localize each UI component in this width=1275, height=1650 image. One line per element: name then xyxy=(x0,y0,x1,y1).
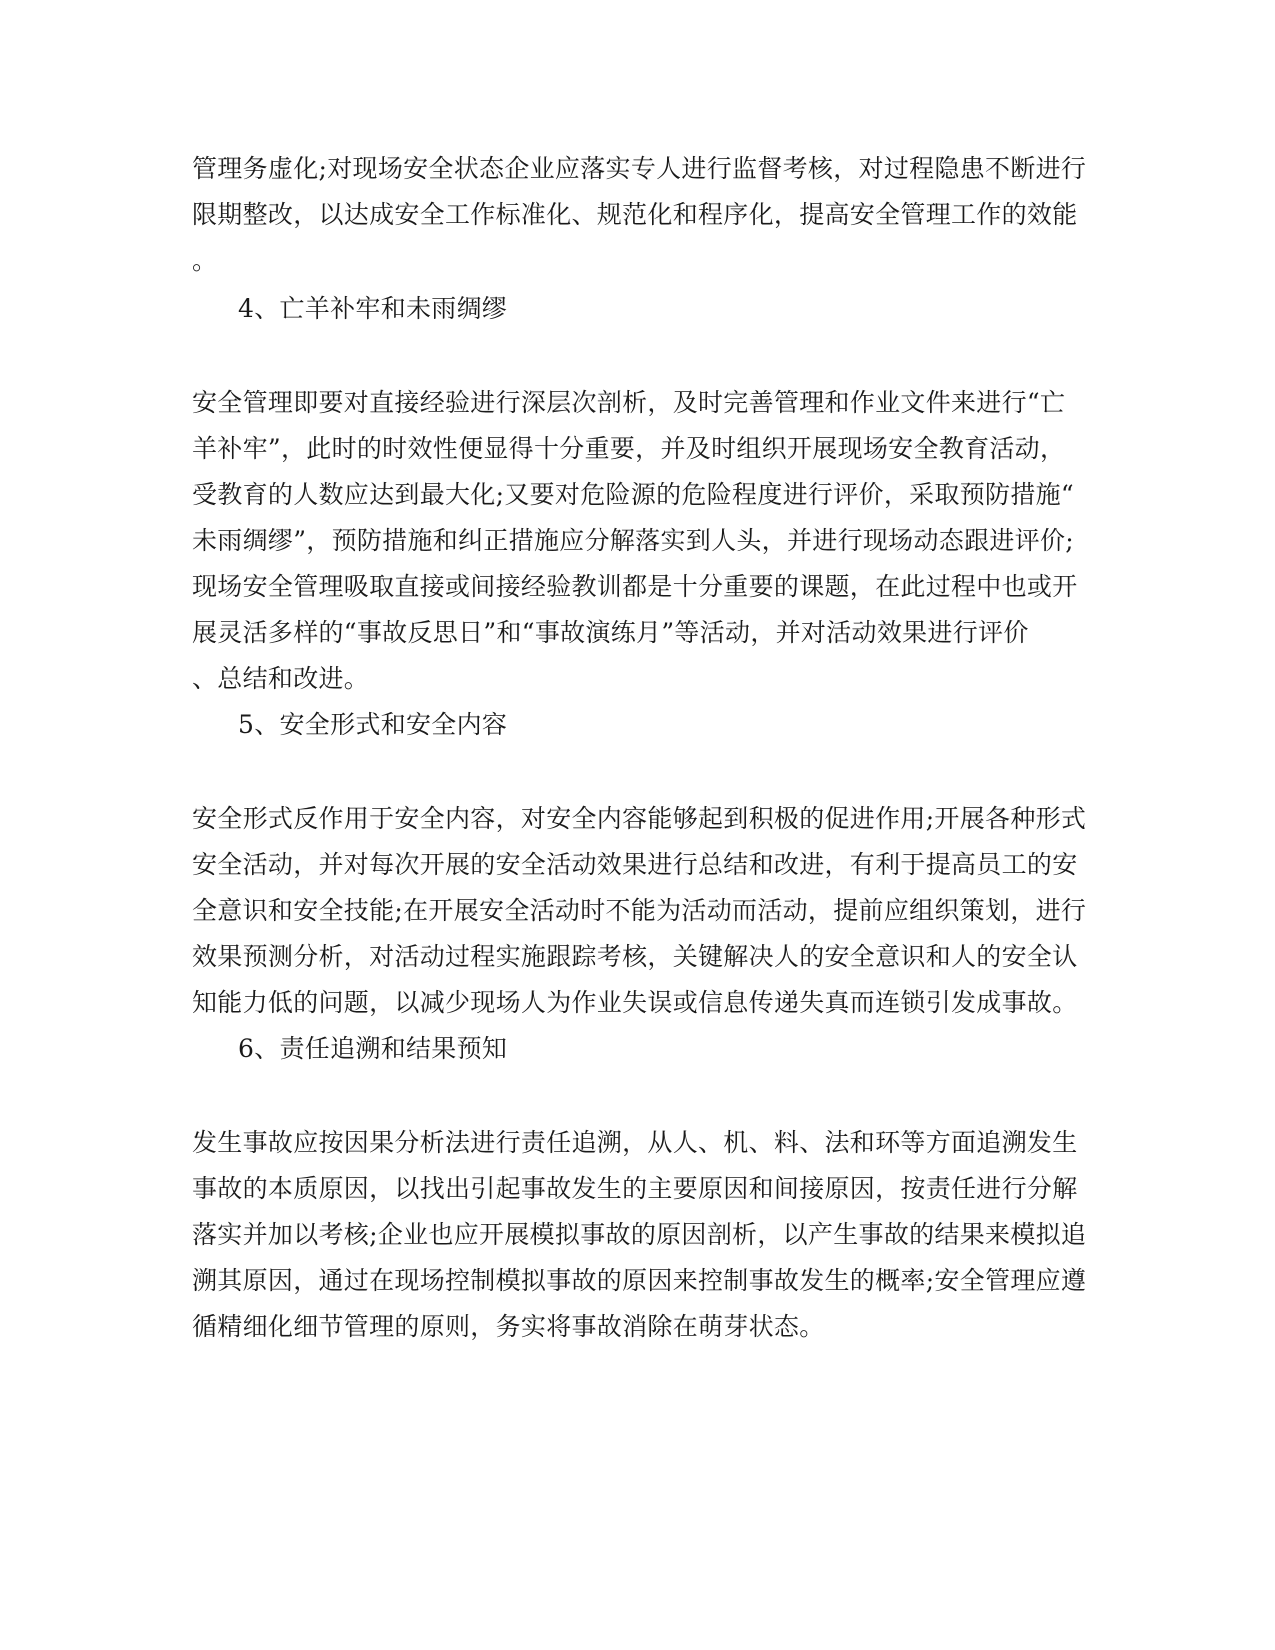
body-text-line: 落实并加以考核;企业也应开展模拟事故的原因剖析，以产生事故的结果来模拟追 xyxy=(192,1220,1087,1249)
body-text-line: 限期整改，以达成安全工作标准化、规范化和程序化，提高安全管理工作的效能 xyxy=(192,200,1078,229)
body-text-line: 现场安全管理吸取直接或间接经验教训都是十分重要的课题，在此过程中也或开 xyxy=(192,572,1078,601)
body-text-line: 安全活动，并对每次开展的安全活动效果进行总结和改进，有利于提高员工的安 xyxy=(192,850,1078,879)
body-text-line: 循精细化细节管理的原则，务实将事故消除在萌芽状态。 xyxy=(192,1312,825,1341)
body-text-line: 全意识和安全技能;在开展安全活动时不能为活动而活动，提前应组织策划，进行 xyxy=(192,896,1087,925)
body-text-line: 溯其原因，通过在现场控制模拟事故的原因来控制事故发生的概率;安全管理应遵 xyxy=(192,1266,1087,1295)
section-heading-4: 4、亡羊补牢和未雨绸缪 xyxy=(238,294,508,323)
section-heading-6: 6、责任追溯和结果预知 xyxy=(238,1034,508,1063)
body-text-line: 未雨绸缪”，预防措施和纠正措施应分解落实到人头，并进行现场动态跟进评价; xyxy=(192,526,1075,555)
body-text-line: 受教育的人数应达到最大化;又要对危险源的危险程度进行评价，采取预防措施“ xyxy=(192,480,1075,509)
body-text-line: 效果预测分析，对活动过程实施跟踪考核，关键解决人的安全意识和人的安全认 xyxy=(192,942,1078,971)
body-text-line: 安全管理即要对直接经验进行深层次剖析，及时完善管理和作业文件来进行“亡 xyxy=(192,388,1066,417)
body-text-line: 展灵活多样的“事故反思日”和“事故演练月”等活动，并对活动效果进行评价 xyxy=(192,618,1029,647)
section-heading-5: 5、安全形式和安全内容 xyxy=(238,710,508,739)
body-text-line: 管理务虚化;对现场安全状态企业应落实专人进行监督考核，对过程隐患不断进行 xyxy=(192,154,1087,183)
body-text-line: 发生事故应按因果分析法进行责任追溯，从人、机、料、法和环等方面追溯发生 xyxy=(192,1128,1078,1157)
body-text-line: 、总结和改进。 xyxy=(192,664,370,693)
body-text-line: 知能力低的问题，以减少现场人为作业失误或信息传递失真而连锁引发成事故。 xyxy=(192,988,1078,1017)
body-text-line: 事故的本质原因，以找出引起事故发生的主要原因和间接原因，按责任进行分解 xyxy=(192,1174,1078,1203)
body-text-line: 。 xyxy=(192,246,218,275)
body-text-line: 羊补牢”，此时的时效性便显得十分重要，并及时组织开展现场安全教育活动， xyxy=(192,434,1066,463)
body-text-line: 安全形式反作用于安全内容，对安全内容能够起到积极的促进作用;开展各种形式 xyxy=(192,804,1087,833)
